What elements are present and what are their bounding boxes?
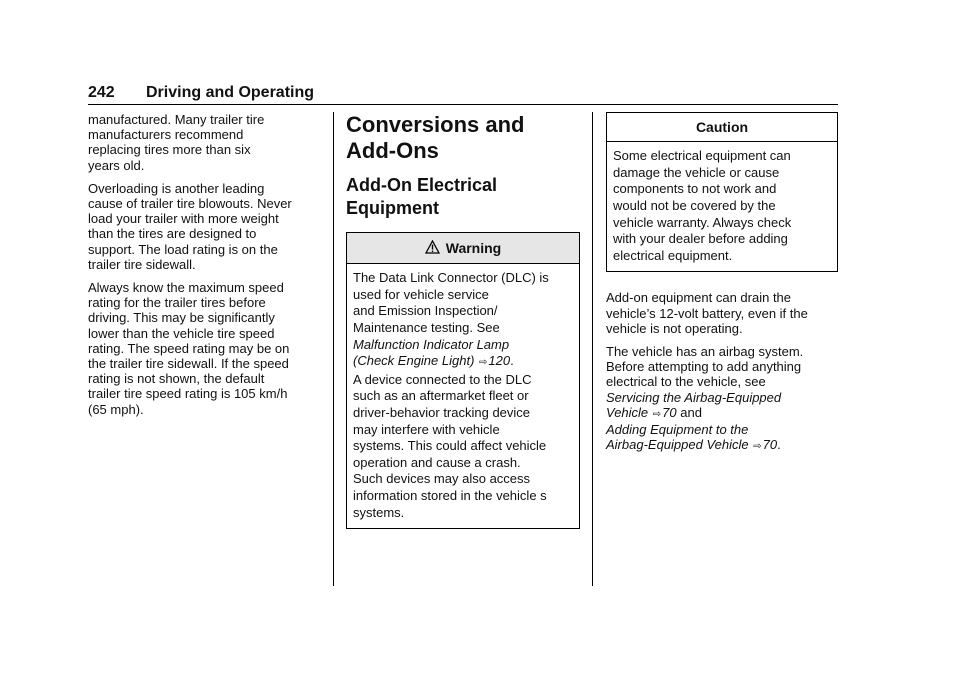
cross-reference-link[interactable]: (Check Engine Light) [353,353,475,369]
paragraph-battery-drain [606,290,838,336]
text-line: components to not work and [613,181,777,197]
text-line: information stored in the vehicle s [353,487,547,503]
text-line: the trailer tire sidewall. If the speed [88,356,289,372]
text-line: cause of trailer tire blowouts. Never [88,196,292,212]
caution-body [607,142,837,271]
text-line: and Emission Inspection/ [353,303,498,319]
text-line: may interfere with vehicle [353,421,500,437]
text-line: vehicle is not operating. [606,320,743,336]
text-line: Add-on equipment can drain the [606,290,792,306]
text-line: Always know the maximum speed [88,280,284,296]
page-reference[interactable]: 70 [662,404,677,420]
text-line: (65 mph). [88,401,144,417]
page-ref-arrow-icon: ⇨ [479,357,488,369]
warning-triangle-icon [425,240,440,257]
text-line: driver-behavior tracking device [353,404,531,420]
text-line: electrical equipment. [613,247,733,263]
warning-body [347,264,579,528]
section-title: Driving and Operating [146,84,315,101]
warning-title: Warning [445,240,502,256]
text-line: Such devices may also access [353,471,531,487]
text-line: rating. The speed rating may be on [88,340,290,356]
column-divider [333,112,334,586]
text-line: manufactured. Many trailer tire [88,112,265,127]
text-line: systems. [353,504,405,520]
text-line: electrical to the vehicle, see [606,374,766,390]
subsection-heading: Add-On Electrical Equipment [346,175,498,218]
cross-reference-line: Vehicle ⇨70 and [606,404,702,420]
text-line: load your trailer with more weight [88,211,279,227]
text-line: Some electrical equipment can [613,148,791,164]
text-line: replacing tires more than six [88,142,251,158]
text-line: Before attempting to add anything [606,359,802,375]
column-divider [592,112,593,586]
paragraph-airbag [606,344,838,454]
text-line: systems. This could affect vehicle [353,438,547,454]
text-line: A device connected to the DLC [353,371,532,387]
paragraph-tire-age [88,112,320,173]
cross-reference-line: Airbag-Equipped Vehicle ⇨70. [606,437,781,453]
text-line: damage the vehicle or cause [613,164,780,180]
cross-reference-link[interactable]: Airbag-Equipped Vehicle [606,437,749,453]
text-line: The Data Link Connector (DLC) is [353,270,549,286]
text-line: rating is not shown, the default [88,371,265,387]
cross-reference-link[interactable]: Malfunction Indicator Lamp [353,336,510,352]
column-left [88,112,320,425]
text-line: trailer tire sidewall. [88,256,196,272]
text-line: than the tires are designed to [88,226,257,242]
warning-box [346,232,580,529]
caution-header [607,113,837,142]
text-line: would not be covered by the [613,197,776,213]
cross-reference-link[interactable]: Vehicle [606,404,649,420]
warning-header [347,233,579,264]
text-line: Overloading is another leading [88,180,265,196]
text-line: The vehicle has an airbag system. [606,343,804,359]
text-line: lower than the vehicle tire speed [88,325,275,341]
text-line: vehicle’s 12-volt battery, even if the [606,305,808,321]
text-line: rating for the trailer tires before [88,295,266,311]
page-header [88,84,838,106]
caution-box [606,112,838,272]
caution-title: Caution [695,119,749,135]
column-middle [346,112,580,529]
text-line: manufacturers recommend [88,127,244,143]
page-reference[interactable]: 120 [488,353,511,369]
cross-reference-link[interactable]: Adding Equipment to the [606,421,749,437]
text-line: operation and cause a crash. [353,454,521,470]
cross-reference-link[interactable]: Servicing the Airbag-Equipped [606,389,782,405]
text-line: support. The load rating is on the [88,241,278,257]
text-line: used for vehicle service [353,286,489,302]
page-ref-arrow-icon: ⇨ [753,441,762,453]
text-line: driving. This may be significantly [88,310,275,326]
text-line: vehicle warranty. Always check [613,214,792,230]
text-line: with your dealer before adding [613,231,788,247]
page-ref-arrow-icon: ⇨ [652,408,662,420]
paragraph-speed-rating [88,280,320,417]
text-line: trailer tire speed rating is 105 km/h [88,386,288,402]
paragraph-overloading [88,181,320,272]
text-line: such as an aftermarket fleet or [353,388,529,404]
text-line: years old. [88,157,145,173]
cross-reference-line: (Check Engine Light) ⇨120. [353,353,514,369]
section-heading: Conversions and Add-Ons [346,112,525,163]
page-number: 242 [88,84,115,101]
column-right [606,112,838,462]
text-line: Maintenance testing. See [353,319,500,335]
header-rule [88,104,838,105]
page-reference[interactable]: 70 [762,437,778,453]
